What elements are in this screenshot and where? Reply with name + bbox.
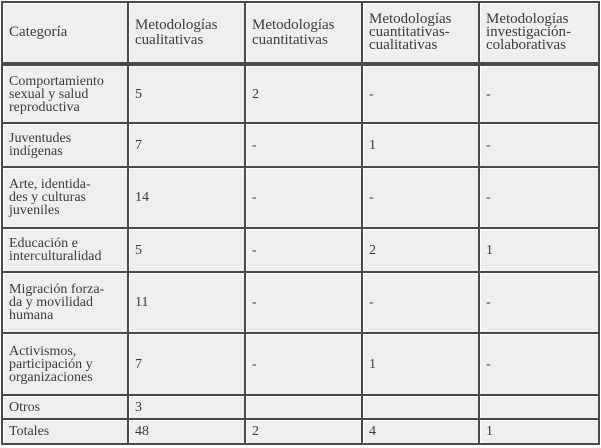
category-cell xyxy=(1,64,129,124)
value-cell: 7 xyxy=(129,334,246,396)
category-line: reproductiva xyxy=(9,99,80,115)
category-line: Arte, identida- xyxy=(9,177,91,192)
table-row xyxy=(1,168,600,229)
category-line: organizaciones xyxy=(9,369,93,385)
category-line: Totales xyxy=(9,424,50,439)
value-cell: - xyxy=(246,229,363,273)
category-line: Migración forza- xyxy=(9,282,105,297)
value-cell: 48 xyxy=(129,420,246,445)
value-cell: 1 xyxy=(480,229,600,273)
value-cell: 11 xyxy=(129,273,246,334)
header-line: cuantitativas xyxy=(252,31,328,48)
table-header-row xyxy=(1,1,600,64)
value-cell: 3 xyxy=(129,396,246,420)
value-cell xyxy=(246,396,363,420)
table-row-totals xyxy=(1,420,600,445)
header-line: Metodologías xyxy=(486,11,569,27)
category-cell xyxy=(1,229,129,273)
category-cell xyxy=(1,396,129,420)
category-line: da y movilidad xyxy=(9,295,93,310)
value-cell: - xyxy=(363,64,480,124)
value-cell: 2 xyxy=(246,64,363,124)
header-cuantitativas-cualitativas xyxy=(363,1,480,64)
category-line: Activismos, xyxy=(9,343,77,359)
table-row xyxy=(1,334,600,396)
value-cell: - xyxy=(246,168,363,229)
value-cell: - xyxy=(363,273,480,334)
header-line: Categoría xyxy=(9,24,68,40)
value-cell: - xyxy=(246,273,363,334)
category-line: Comportamiento xyxy=(9,73,104,89)
category-line: participación y xyxy=(9,356,93,372)
value-cell: 1 xyxy=(363,124,480,168)
category-line: Otros xyxy=(9,399,41,415)
category-line: sexual y salud xyxy=(9,86,89,102)
table-row xyxy=(1,229,600,273)
header-cualitativas xyxy=(129,1,246,64)
value-cell: 1 xyxy=(480,420,600,445)
value-cell: 4 xyxy=(363,420,480,445)
methodologies-table xyxy=(1,1,600,445)
category-line: Educación e xyxy=(9,236,78,251)
value-cell xyxy=(363,396,480,420)
value-cell: 14 xyxy=(129,168,246,229)
header-line: cualitativas xyxy=(135,31,204,48)
header-categoria xyxy=(1,1,129,64)
value-cell: - xyxy=(480,168,600,229)
value-cell: - xyxy=(480,64,600,124)
header-line: Metodologías xyxy=(369,11,452,27)
header-line: colaborativas xyxy=(486,37,566,53)
category-line: interculturalidad xyxy=(9,249,102,264)
header-line: Metodologías xyxy=(135,16,218,33)
value-cell: 7 xyxy=(129,124,246,168)
value-cell xyxy=(480,396,600,420)
category-cell xyxy=(1,334,129,396)
header-line: investigación- xyxy=(486,24,571,40)
category-cell xyxy=(1,124,129,168)
category-line: humana xyxy=(9,308,54,323)
category-cell xyxy=(1,420,129,445)
category-line: des y culturas xyxy=(9,190,86,205)
value-cell: - xyxy=(480,334,600,396)
table-row xyxy=(1,64,600,124)
table-row xyxy=(1,396,600,420)
category-cell xyxy=(1,273,129,334)
value-cell: - xyxy=(480,273,600,334)
header-line: cualitativas xyxy=(369,37,438,53)
category-line: juveniles xyxy=(9,203,60,218)
value-cell: 5 xyxy=(129,229,246,273)
header-cuantitativas xyxy=(246,1,363,64)
value-cell: - xyxy=(480,124,600,168)
value-cell: 2 xyxy=(246,420,363,445)
value-cell: - xyxy=(363,168,480,229)
header-line: Metodologías xyxy=(252,16,335,33)
header-line: cuantitativas- xyxy=(369,24,450,40)
value-cell: - xyxy=(246,124,363,168)
table-row xyxy=(1,124,600,168)
category-line: Juventudes xyxy=(9,131,72,146)
category-cell xyxy=(1,168,129,229)
header-investigacion-colaborativas xyxy=(480,1,600,64)
value-cell: 5 xyxy=(129,64,246,124)
value-cell: 2 xyxy=(363,229,480,273)
category-line: indígenas xyxy=(9,144,63,159)
value-cell: - xyxy=(246,334,363,396)
table-row xyxy=(1,273,600,334)
value-cell: 1 xyxy=(363,334,480,396)
